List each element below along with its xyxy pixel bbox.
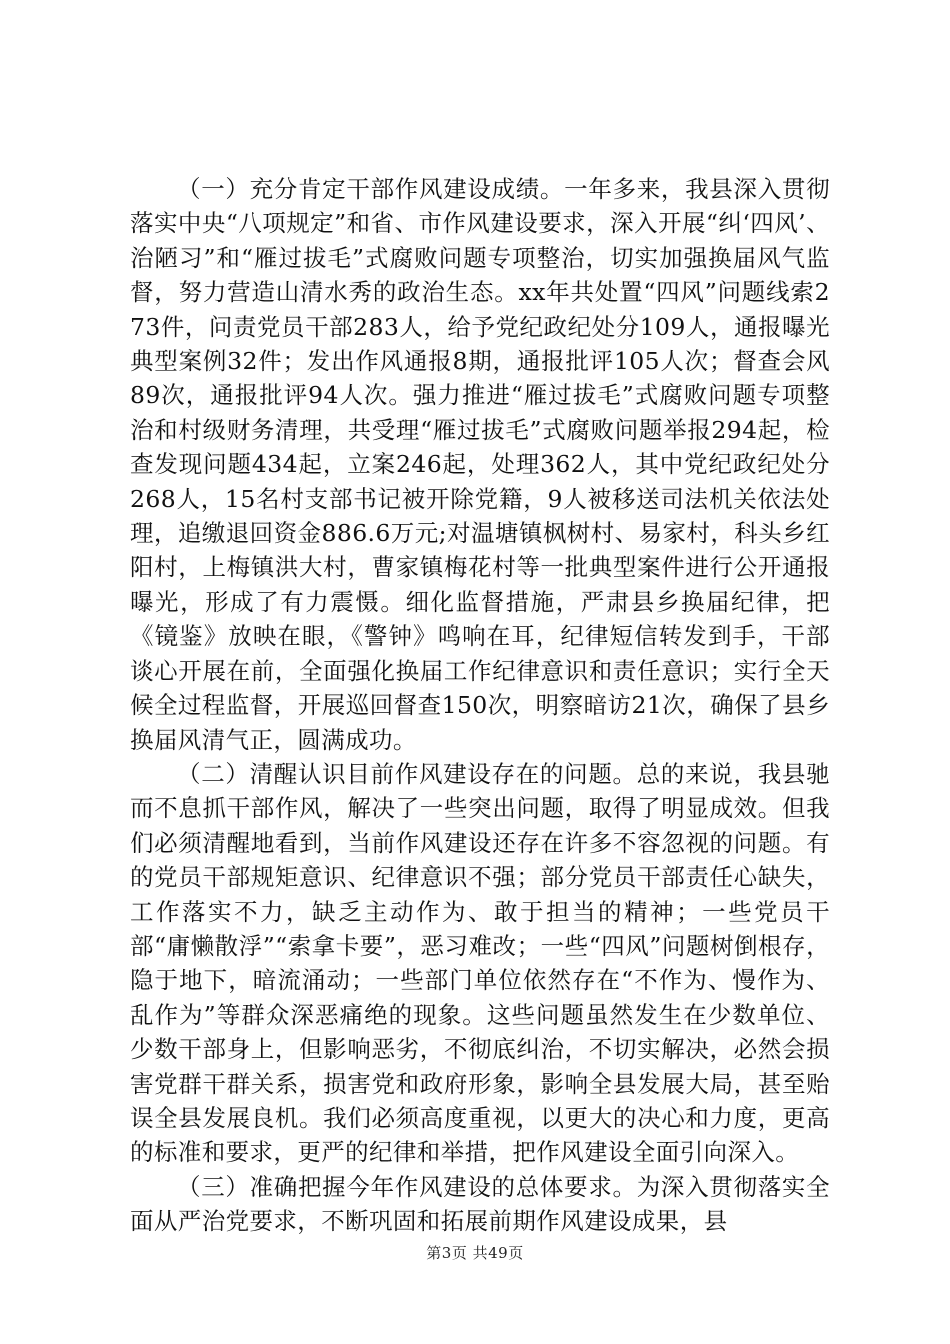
paragraph-1: （一）充分肯定干部作风建设成绩。一年多来，我县深入贯彻落实中央“八项规定”和省、市作风建设要求，深入开展“纠‘四风’、治陋习”和“雁过拔毛”式腐败问题专项整治，切实加强换届风气监督，努力营造山清水秀的政治生态。xx年共处置“四风”问题线索273件，问责党员干部283人，给予党纪政纪处分109人，通报曝光典型案例32件；发出作风通报8期，通报批评105人次；督查会风89次，通报批评94人次。强力推进“雁过拔毛”式腐败问题专项整治和村级财务清理，共受理“雁过拔毛”式腐败问题举报294起，检查发现问题434起，立案246起，处理362人，其中党纪政纪处分268人，15名村支部书记被开除党籍，9人被移送司法机关依法处理，追缴退回资金886.6万元;对温塘镇枫树村、易家村，科头乡红阳村，上梅镇洪大村，曹家镇梅花村等一批典型案件进行公开通报曝光，形成了有力震慑。细化监督措施，严肃县乡换届纪律，把《镜鉴》放映在眼，《警钟》鸣响在耳，纪律短信转发到手，干部谈心开展在前，全面强化换届工作纪律意识和责任意识；实行全天候全过程监督，开展巡回督查150次，明察暗访21次，确保了县乡换届风清气正，圆满成功。 <box>130 175 830 754</box>
paragraph-3: （三）准确把握今年作风建设的总体要求。为深入贯彻落实全面从严治党要求，不断巩固和拓展前期作风建设成果，县 <box>130 1172 830 1236</box>
page-footer: 第3页 共49页 <box>426 1244 524 1262</box>
paragraph-2: （二）清醒认识目前作风建设存在的问题。总的来说，我县驰而不息抓干部作风，解决了一些突出问题，取得了明显成效。但我们必须清醒地看到，当前作风建设还存在许多不容忽视的问题。有的党员干部规矩意识、纪律意识不强；部分党员干部责任心缺失，工作落实不力，缺乏主动作为、敢于担当的精神；一些党员干部“庸懒散浮”“索拿卡要”，恶习难改；一些“四风”问题树倒根存，隐于地下，暗流涌动；一些部门单位依然存在“不作为、慢作为、乱作为”等群众深恶痛绝的现象。这些问题虽然发生在少数单位、少数干部身上，但影响恶劣，不彻底纠治，不切实解决，必然会损害党群干群关系，损害党和政府形象，影响全县发展大局，甚至贻误全县发展良机。我们必须高度重视，以更大的决心和力度，更高的标准和要求，更严的纪律和举措，把作风建设全面引向深入。 <box>130 759 830 1167</box>
document-body <box>130 172 830 1239</box>
